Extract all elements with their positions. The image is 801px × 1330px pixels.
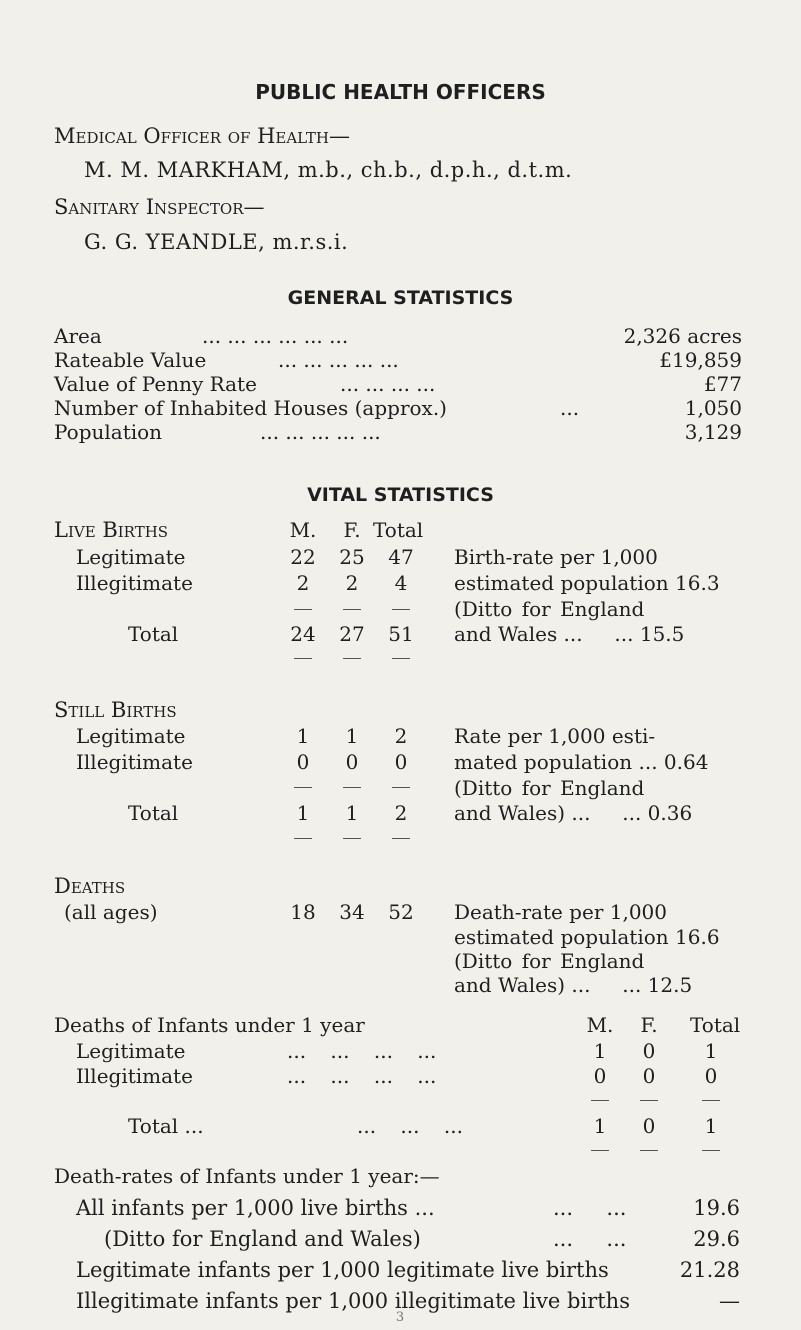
general-label-penny-rate: Value of Penny Rate: [54, 372, 257, 396]
general-dots: ... ... ... ... ... ...: [202, 324, 349, 348]
infant-illegit-m: 0: [593, 1064, 607, 1088]
live-births-heading: Live Births: [54, 518, 169, 542]
live-total-m: 24: [290, 622, 316, 646]
si-name: G. G. YEANDLE, m.r.s.i.: [84, 230, 349, 254]
page-number: 3: [395, 1310, 405, 1325]
divider: [640, 1150, 658, 1151]
infant-deaths-heading: Deaths of Infants under 1 year: [54, 1013, 365, 1037]
infant-col-total-header: Total: [690, 1013, 741, 1037]
infant-legit-f: 0: [642, 1039, 656, 1063]
infant-total-label: Total ...: [128, 1114, 204, 1138]
divider: [640, 1100, 658, 1101]
divider: [294, 787, 312, 788]
deaths-label: (all ages): [64, 900, 158, 924]
infant-legit-t: 1: [704, 1039, 718, 1063]
divider: [294, 838, 312, 839]
birth-rate-note-line: estimated population 16.3: [454, 571, 720, 595]
infant-rate-label: Illegitimate infants per 1,000 illegitimate live births: [76, 1289, 630, 1313]
still-rate-note-line: and Wales) ... ... 0.36: [454, 801, 693, 825]
birth-rate-note-line: (Ditto for England: [454, 597, 645, 621]
general-value-area: 2,326 acres: [623, 324, 742, 348]
infant-legit-label: Legitimate: [76, 1039, 186, 1063]
infant-rate-value: 21.28: [679, 1258, 740, 1282]
infant-col-f-header: F.: [640, 1013, 658, 1037]
still-legit-m: 1: [296, 724, 310, 748]
still-illegit-t: 0: [394, 750, 408, 774]
divider: [591, 1100, 609, 1101]
live-legit-f: 25: [339, 545, 365, 569]
death-rate-note-line: (Ditto for England: [454, 949, 645, 973]
live-total-t: 51: [388, 622, 414, 646]
divider: [343, 838, 361, 839]
infant-rates-heading: Death-rates of Infants under 1 year:—: [54, 1164, 440, 1188]
deaths-f: 34: [339, 900, 365, 924]
deaths-t: 52: [388, 900, 414, 924]
infant-legit-m: 1: [593, 1039, 607, 1063]
death-rate-note-line: and Wales) ... ... 12.5: [454, 973, 693, 997]
general-dots: ... ... ... ...: [340, 372, 436, 396]
still-legit-f: 1: [345, 724, 359, 748]
general-dots: ... ... ... ... ...: [278, 348, 399, 372]
still-illegit-f: 0: [345, 750, 359, 774]
divider: [591, 1150, 609, 1151]
divider: [392, 838, 410, 839]
live-illegit-t: 4: [394, 571, 408, 595]
infant-illegit-t: 0: [704, 1064, 718, 1088]
general-label-rateable: Rateable Value: [54, 348, 207, 372]
vital-stats-title: VITAL STATISTICS: [307, 484, 494, 506]
general-dots: ...: [560, 396, 580, 420]
infant-total-f: 0: [642, 1114, 656, 1138]
si-label: Sanitary Inspector—: [54, 195, 265, 219]
divider: [343, 787, 361, 788]
infant-col-m-header: M.: [586, 1013, 614, 1037]
death-rate-note-line: Death-rate per 1,000: [454, 900, 667, 924]
still-rate-note-line: (Ditto for England: [454, 776, 645, 800]
infant-dots: ... ... ...: [357, 1114, 463, 1138]
still-total-f: 1: [345, 801, 359, 825]
live-legit-m: 22: [290, 545, 316, 569]
birth-rate-note-line: and Wales ... ... 15.5: [454, 622, 685, 646]
deaths-heading: Deaths: [54, 874, 126, 898]
infant-total-m: 1: [593, 1114, 607, 1138]
divider: [392, 658, 410, 659]
general-label-area: Area: [54, 324, 102, 348]
live-illegit-m: 2: [296, 571, 310, 595]
divider: [343, 658, 361, 659]
general-label-houses: Number of Inhabited Houses (approx.): [54, 396, 447, 420]
col-m-header: M.: [289, 518, 317, 542]
infant-illegit-label: Illegitimate: [76, 1064, 193, 1088]
infant-rate-label: Legitimate infants per 1,000 legitimate live births: [76, 1258, 609, 1282]
still-births-heading: Still Births: [54, 698, 177, 722]
divider: [392, 787, 410, 788]
general-dots: ... ... ... ... ...: [260, 420, 381, 444]
still-illegit-m: 0: [296, 750, 310, 774]
infant-rate-value: —: [719, 1289, 740, 1313]
infant-rate-dots: ... ...: [553, 1196, 627, 1220]
live-total-label: Total: [128, 622, 179, 646]
live-legit-t: 47: [388, 545, 414, 569]
divider: [702, 1150, 720, 1151]
infant-dots: ... ... ... ...: [287, 1039, 437, 1063]
death-rate-note-line: estimated population 16.6: [454, 925, 720, 949]
still-illegit-label: Illegitimate: [76, 750, 193, 774]
still-total-label: Total: [128, 801, 179, 825]
live-illegit-label: Illegitimate: [76, 571, 193, 595]
still-rate-note-line: mated population ... 0.64: [454, 750, 709, 774]
deaths-m: 18: [290, 900, 316, 924]
divider: [392, 609, 410, 610]
general-label-population: Population: [54, 420, 163, 444]
live-total-f: 27: [339, 622, 365, 646]
infant-rate-label: (Ditto for England and Wales): [104, 1227, 421, 1251]
moh-label: Medical Officer of Health—: [54, 124, 351, 148]
page-title: PUBLIC HEALTH OFFICERS: [255, 80, 546, 104]
infant-rate-value: 19.6: [693, 1196, 740, 1220]
infant-rate-dots: ... ...: [553, 1227, 627, 1251]
infant-illegit-f: 0: [642, 1064, 656, 1088]
general-value-population: 3,129: [684, 420, 742, 444]
general-value-penny-rate: £77: [703, 372, 742, 396]
general-value-houses: 1,050: [684, 396, 742, 420]
col-total-header: Total: [373, 518, 424, 542]
live-illegit-f: 2: [345, 571, 359, 595]
moh-name: M. M. MARKHAM, m.b., ch.b., d.p.h., d.t.m.: [84, 158, 573, 182]
divider: [343, 609, 361, 610]
infant-total-t: 1: [704, 1114, 718, 1138]
still-legit-label: Legitimate: [76, 724, 186, 748]
col-f-header: F.: [343, 518, 361, 542]
live-legit-label: Legitimate: [76, 545, 186, 569]
general-stats-title: GENERAL STATISTICS: [287, 287, 514, 309]
general-value-rateable: £19,859: [659, 348, 742, 372]
birth-rate-note-line: Birth-rate per 1,000: [454, 545, 658, 569]
infant-rate-label: All infants per 1,000 live births ...: [76, 1196, 435, 1220]
divider: [702, 1100, 720, 1101]
infant-rate-value: 29.6: [693, 1227, 740, 1251]
still-total-t: 2: [394, 801, 408, 825]
still-legit-t: 2: [394, 724, 408, 748]
still-total-m: 1: [296, 801, 310, 825]
infant-dots: ... ... ... ...: [287, 1064, 437, 1088]
divider: [294, 609, 312, 610]
divider: [294, 658, 312, 659]
still-rate-note-line: Rate per 1,000 esti-: [454, 724, 656, 748]
